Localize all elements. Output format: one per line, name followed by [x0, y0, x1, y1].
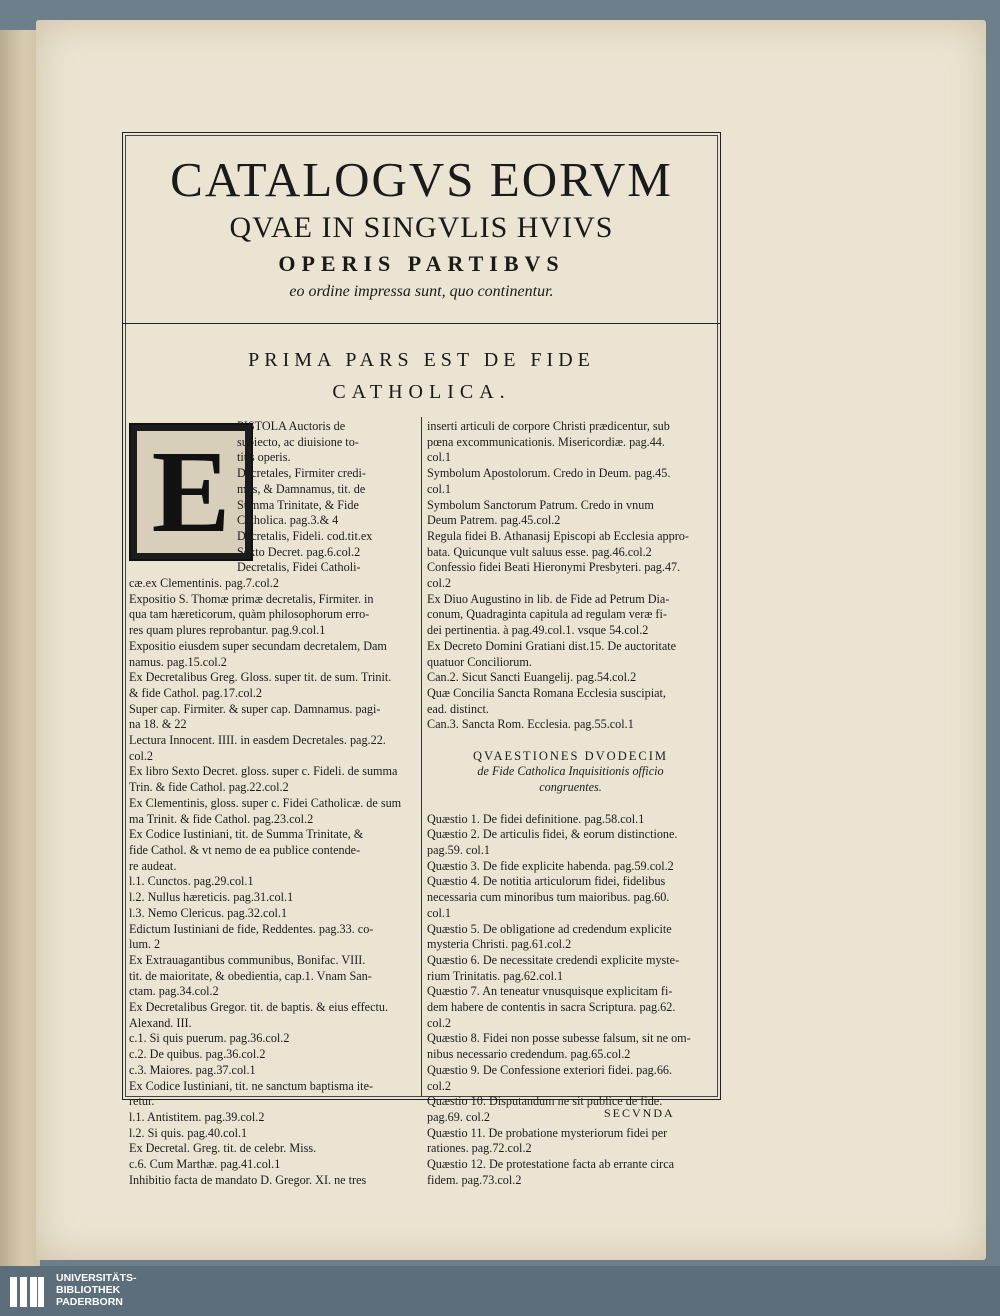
library-name-line-1: UNIVERSITÄTS-: [56, 1272, 137, 1284]
toc-entry-line: Quæstio 2. De articulis fidei, & eorum distinctione.: [427, 827, 678, 842]
questions-heading-line: QVAESTIONES DVODECIM: [473, 748, 668, 763]
toc-entry-line: l.1. Cunctos. pag.29.col.1: [129, 874, 254, 889]
toc-entry-line: inserti articuli de corpore Christi prædicentur, sub: [427, 419, 670, 433]
toc-entry-line: Quæstio 8. Fidei non posse subesse falsum, sit ne om-: [427, 1031, 691, 1046]
toc-entry-line: retur.: [129, 1094, 155, 1109]
toc-entry-line: [427, 796, 714, 812]
toc-entry-line: & fide Cathol. pag.17.col.2: [129, 685, 263, 700]
toc-entry-line: Quæstio 5. De obligatione ad credendum explicite: [427, 921, 672, 936]
toc-entry-line: conum, Quadraginta capitula ad regulam veræ fi-: [427, 607, 667, 622]
toc-entry-line: Quæstio 4. De notitia articulorum fidei, fidelibus: [427, 874, 666, 889]
toc-entry-line: na 18. & 22: [129, 717, 187, 732]
toc-entry-line: bata. Quicunque vult saluus esse. pag.46.col.2: [427, 544, 652, 559]
left-column: [129, 419, 417, 1188]
toc-entry-line: Quæstio 9. De Confessione exteriori fidei. pag.66.: [427, 1062, 673, 1077]
toc-entry-line: col.2: [427, 1078, 452, 1093]
title-line-4: eo ordine impressa sunt, quo continentur.: [289, 283, 554, 300]
right-column: [427, 419, 714, 1188]
toc-entry-line: l.2. Si quis. pag.40.col.1: [129, 1125, 248, 1140]
toc-entry-line: pag.69. col.2: [427, 1109, 490, 1124]
toc-entry-line: c.1. Si quis puerum. pag.36.col.2: [129, 1031, 290, 1046]
toc-entry-line: Decretales, Firmiter credi-: [237, 466, 366, 481]
toc-entry-line: Ex Extrauagantibus communibus, Bonifac. VIII.: [129, 952, 366, 967]
title-line-1: CATALOGVS EORVM: [170, 152, 673, 207]
toc-entry-line: Ex Codice Iustiniani, tit. de Summa Trinitate, &: [129, 827, 364, 842]
toc-entry-line: col.1: [427, 450, 452, 465]
toc-entry-line: Ex Decretalibus Gregor. tit. de baptis. & eius effectu.: [129, 1000, 389, 1015]
toc-entry-line: subiecto, ac diuisione to-: [237, 434, 359, 449]
section-heading-2: CATHOLICA.: [332, 381, 511, 403]
toc-entry-line: Quæstio 3. De fide explicite habenda. pag.59.col.2: [427, 858, 674, 873]
column-divider: [421, 417, 422, 1097]
toc-entry-line: Quæstio 7. An teneatur vnusquisque explicitam fi-: [427, 984, 673, 999]
toc-entry-line: tit. de maioritate, & obedientia, cap.1. Vnam San-: [129, 968, 372, 983]
toc-entry-line: Can.3. Sancta Rom. Ecclesia. pag.55.col.1: [427, 717, 634, 732]
toc-entry-line: namus. pag.15.col.2: [129, 654, 227, 669]
toc-entry-line: Ex Decretal. Greg. tit. de celebr. Miss.: [129, 1141, 317, 1156]
questions-heading-line: congruentes.: [539, 780, 602, 795]
toc-entry-line: Quæ Concilia Sancta Romana Ecclesia suscipiat,: [427, 685, 666, 700]
toc-entry-line: rium Trinitatis. pag.62.col.1: [427, 968, 564, 983]
title-line-3: OPERIS PARTIBVS: [278, 251, 565, 276]
toc-entry-line: nibus necessario credendum. pag.65.col.2: [427, 1047, 631, 1062]
toc-entry-line: Inhibitio facta de mandato D. Gregor. XI. ne tres: [129, 1172, 367, 1187]
toc-entry-line: mus, & Damnamus, tit. de: [237, 481, 366, 496]
toc-entry-line: Alexand. III.: [129, 1015, 192, 1030]
toc-entry-line: [427, 733, 714, 749]
toc-entry-line: Symbolum Apostolorum. Credo in Deum. pag.45.: [427, 466, 671, 481]
toc-entry-line: Decretalis, Fidei Catholi-: [237, 560, 361, 575]
toc-entry-line: fide Cathol. & vt nemo de ea publice contende-: [129, 842, 361, 857]
book-page: [36, 20, 986, 1260]
catchword: SECVNDA: [604, 1106, 675, 1120]
toc-entry-line: Symbolum Sanctorum Patrum. Credo in vnum: [427, 497, 654, 512]
toc-entry-line: rationes. pag.72.col.2: [427, 1141, 532, 1156]
toc-entry-line: Trin. & fide Cathol. pag.22.col.2: [129, 780, 289, 795]
toc-entry-line: col.1: [427, 481, 452, 496]
toc-entry-line: c.2. De quibus. pag.36.col.2: [129, 1047, 266, 1062]
toc-entry-line: Ex Decretalibus Greg. Gloss. super tit. de sum. Trinit.: [129, 670, 392, 685]
section-heading-1: PRIMA PARS EST DE FIDE: [248, 349, 595, 371]
toc-entry-line: Ex Decreto Domini Gratiani dist.15. De auctoritate: [427, 638, 677, 653]
toc-entry-line: col.2: [427, 1015, 452, 1030]
toc-entry-line: fidem. pag.73.col.2: [427, 1172, 522, 1187]
toc-entry-line: ctam. pag.34.col.2: [129, 984, 219, 999]
toc-entry-line: Catholica. pag.3.& 4: [237, 513, 339, 528]
toc-entry-line: c.6. Cum Marthæ. pag.41.col.1: [129, 1157, 281, 1172]
toc-entry-line: res quam plures reprobantur. pag.9.col.1: [129, 623, 326, 638]
toc-entry-line: lum. 2: [129, 937, 161, 952]
toc-entry-line: Ex libro Sexto Decret. gloss. super c. Fideli. de summa: [129, 764, 398, 779]
toc-entry-line: l.1. Antistitem. pag.39.col.2: [129, 1109, 265, 1124]
toc-entry-line: Quæstio 11. De probatione mysteriorum fidei per: [427, 1125, 668, 1140]
toc-entry-line: PISTOLA Auctoris de: [237, 419, 346, 433]
toc-entry-line: col.2: [427, 576, 452, 591]
toc-entry-line: pag.59. col.1: [427, 842, 490, 857]
toc-entry-line: Quæstio 1. De fidei definitione. pag.58.col.1: [427, 811, 645, 826]
toc-entry-line: Ex Codice Iustiniani, tit. ne sanctum baptisma ite-: [129, 1078, 374, 1093]
questions-heading-line: de Fide Catholica Inquisitionis officio: [477, 764, 664, 779]
library-name-line-3: PADERBORN: [56, 1296, 123, 1308]
previous-page-edge: [0, 30, 40, 1266]
toc-entry-line: Deum Patrem. pag.45.col.2: [427, 513, 561, 528]
toc-entry-line: pœna excommunicationis. Misericordiæ. pag.44.: [427, 434, 665, 449]
toc-entry-line: Quæstio 10. Disputandum ne sit publice de fide.: [427, 1094, 663, 1109]
toc-entry-line: ead. distinct.: [427, 701, 489, 716]
toc-entry-line: qua tam hæreticorum, quàm philosophorum erro-: [129, 607, 370, 622]
library-footer: [0, 1266, 1000, 1316]
toc-entry-line: Expositio S. Thomæ primæ decretalis, Firmiter. in: [129, 591, 374, 606]
toc-entry-line: re audeat.: [129, 858, 177, 873]
toc-entry-line: col.1: [427, 905, 452, 920]
toc-entry-line: Expositio eiusdem super secundam decretalem, Dam: [129, 638, 387, 653]
toc-entry-line: ma Trinit. & fide Cathol. pag.23.col.2: [129, 811, 314, 826]
toc-entry-line: Decretalis, Fideli. cod.tit.ex: [237, 528, 373, 543]
toc-entry-line: Quæstio 6. De necessitate credendi explicite myste-: [427, 952, 680, 967]
toc-entry-line: col.2: [129, 748, 154, 763]
toc-entry-line: c.3. Maiores. pag.37.col.1: [129, 1062, 256, 1077]
library-name-line-2: BIBLIOTHEK: [56, 1284, 121, 1296]
toc-entry-line: Summa Trinitate, & Fide: [237, 497, 359, 512]
toc-entry-line: Edictum Iustiniani de fide, Reddentes. pag.33. co-: [129, 921, 374, 936]
toc-entry-line: dei pertinentia. à pag.49.col.1. vsque 54.col.2: [427, 623, 649, 638]
toc-entry-line: Quæstio 12. De protestatione facta ab errante circa: [427, 1157, 675, 1172]
toc-entry-line: cæ.ex Clementinis. pag.7.col.2: [129, 576, 279, 591]
toc-entry-line: Lectura Innocent. IIII. in easdem Decretales. pag.22.: [129, 733, 386, 748]
toc-entry-line: Sexto Decret. pag.6.col.2: [237, 544, 361, 559]
toc-entry-line: quatuor Conciliorum.: [427, 654, 532, 669]
title-divider: [123, 323, 720, 324]
toc-entry-line: Ex Diuo Augustino in lib. de Fide ad Petrum Dia-: [427, 591, 670, 606]
toc-entry-line: Ex Clementinis, gloss. super c. Fidei Catholicæ. de sum: [129, 795, 402, 810]
toc-entry-line: necessaria cum minoribus tum maioribus. pag.60.: [427, 890, 670, 905]
toc-entry-line: dem habere de contentis in sacra Scriptura. pag.62.: [427, 1000, 676, 1015]
toc-entry-line: tius operis.: [237, 450, 291, 465]
toc-entry-line: Regula fidei B. Athanasij Episcopi ab Ecclesia appro-: [427, 528, 689, 543]
toc-entry-line: l.2. Nullus hæreticis. pag.31.col.1: [129, 890, 294, 905]
toc-entry-line: Can.2. Sicut Sancti Euangelij. pag.54.col.2: [427, 670, 637, 685]
title-line-2: QVAE IN SINGVLIS HVIVS: [229, 211, 614, 244]
toc-entry-line: Super cap. Firmiter. & super cap. Damnamus. pagi-: [129, 701, 381, 716]
toc-entry-line: Confessio fidei Beati Hieronymi Presbyteri. pag.47.: [427, 560, 681, 575]
initial-letter: E: [151, 426, 231, 557]
library-logo-icon: [8, 1273, 46, 1311]
library-name: [56, 1272, 137, 1308]
toc-entry-line: l.3. Nemo Clericus. pag.32.col.1: [129, 905, 288, 920]
toc-entry-line: mysteria Christi. pag.61.col.2: [427, 937, 572, 952]
